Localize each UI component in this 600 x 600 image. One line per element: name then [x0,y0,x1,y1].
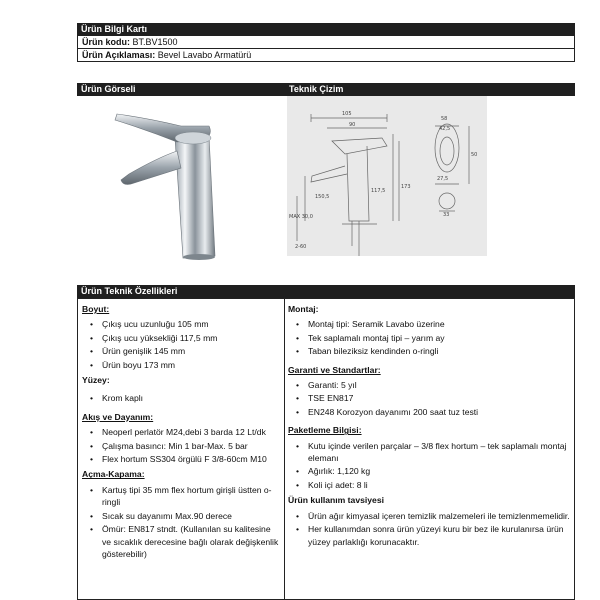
montaj-title: Montaj: [288,304,319,314]
dim-42: 42,5 [439,126,451,132]
list-item: • Krom kaplı [82,392,282,404]
list-item: • TSE EN817 [288,392,570,404]
product-code-label: Ürün kodu: [82,37,130,47]
product-card [77,23,575,559]
list-item: • Ürün genişlik 145 mm [82,345,282,357]
dim-90: 90 [349,122,356,128]
drawing-header: Teknik Çizim [289,84,344,94]
dim-50: 50 [471,152,478,158]
dim-58: 58 [441,116,448,122]
dim-173: 173 [401,184,411,190]
faucet-image [77,96,285,276]
list-item: • Neoperl perlatör M24,debi 3 barda 12 Lt/dk [82,426,282,438]
product-desc-value: Bevel Lavabo Armatürü [157,50,252,60]
list-item: • Kartuş tipi 35 mm flex hortum girişli üstten o-ringli [82,484,282,509]
yuzey-list [82,392,282,404]
paket-list [288,440,570,492]
product-desc-row [77,49,575,62]
list-item: • Ömür: EN817 stndt. (Kullanılan su kalitesine ve sıcaklık derecesine bağlı olarak değişkenlik gösterebilir) [82,523,282,560]
garanti-title: Garanti ve Standartlar: [288,364,381,375]
list-item: • EN248 Korozyon dayanımı 200 saat tuz testi [288,406,570,418]
list-item: • Tek saplamalı montaj tipi – yarım ay [288,332,570,344]
boyut-title: Boyut: [82,304,110,314]
list-item: • Çıkış ucu yüksekliği 117,5 mm [82,332,282,344]
list-item: • Ağırlık: 1,120 kg [288,465,570,477]
dim-max30: MAX 30,0 [289,214,313,220]
list-item: • Ürün boyu 173 mm [82,359,282,371]
tavsiye-title: Ürün kullanım tavsiyesi [288,495,384,506]
dim-117: 117,5 [371,188,386,194]
dim-105: 105 [342,111,352,117]
technical-drawing [287,96,575,276]
garanti-list [288,379,570,418]
dim-2-60: 2-60 [295,244,307,250]
list-item: • Koli içi adet: 8 li [288,479,570,491]
list-item: • Montaj tipi: Seramik Lavabo üzerine [288,318,570,330]
specs-left-column [82,299,282,563]
list-item: • Çalışma basıncı: Min 1 bar-Max. 5 bar [82,440,282,452]
acma-title: Açma-Kapama: [82,469,145,480]
specs-table [77,298,575,600]
list-item: • Sıcak su dayanımı Max.90 derece [82,510,282,522]
akis-list [82,426,282,465]
product-code-row [77,36,575,49]
boyut-list [82,318,282,371]
image-header: Ürün Görseli [81,84,136,94]
list-item: • Her kullanımdan sonra ürün yüzeyi kuru bir bez ile kurulanırsa ürün yüzey parlaklığı korunacaktır. [288,523,570,548]
product-desc-label: Ürün Açıklaması: [82,50,156,60]
drawing-svg [287,96,575,276]
yuzey-title: Yüzey: [82,375,110,386]
dim-27: 27,5 [437,176,449,182]
card-title: Ürün Bilgi Kartı [77,23,575,36]
dim-33: 33 [443,212,450,218]
list-item: • Kutu içinde verilen parçalar – 3/8 flex hortum – tek saplamalı montaj elemanı [288,440,570,465]
list-item: • Garanti: 5 yıl [288,379,570,391]
visual-headers [77,83,575,96]
list-item: • Ürün ağır kimyasal içeren temizlik malzemeleri ile temizlenmemelidir. [288,510,570,522]
akis-title: Akış ve Dayanım: [82,411,154,422]
tavsiye-list [288,510,570,548]
specs-right-column [288,299,570,551]
list-item: • Taban bileziksiz kendinden o-ringli [288,345,570,357]
dim-150: 150,5 [315,194,330,200]
product-code-value: BT.BV1500 [132,37,178,47]
acma-list [82,484,282,560]
list-item: • Çıkış ucu uzunluğu 105 mm [82,318,282,330]
montaj-list [288,318,570,357]
product-image [77,96,285,276]
list-item: • Flex hortum SS304 örgülü F 3/8-60cm M10 [82,453,282,465]
specs-header: Ürün Teknik Özellikleri [77,285,575,298]
paket-title: Paketleme Bilgisi: [288,425,362,436]
column-divider [284,299,285,599]
